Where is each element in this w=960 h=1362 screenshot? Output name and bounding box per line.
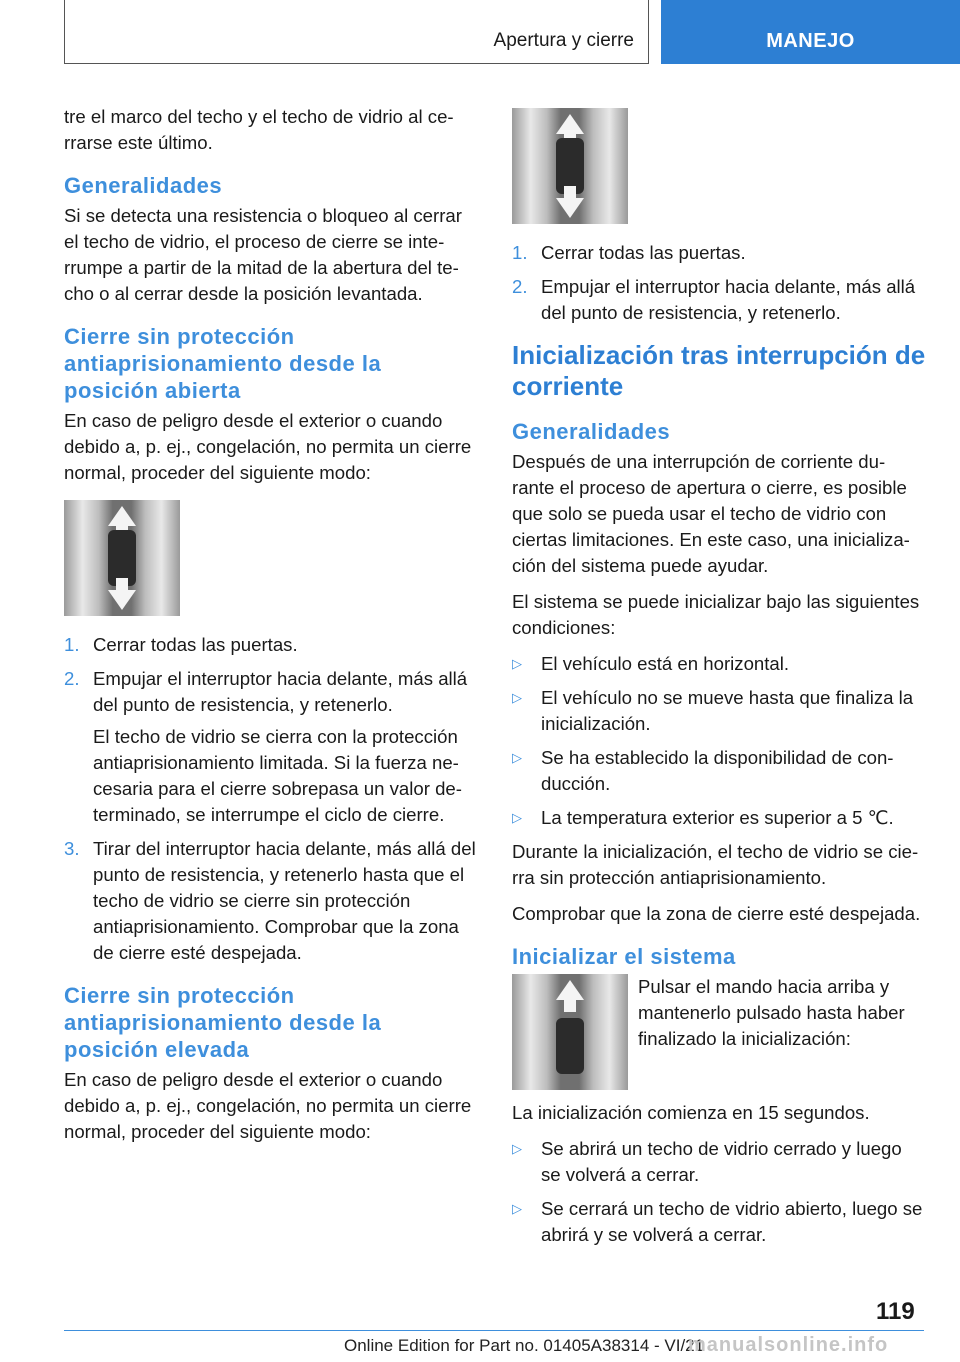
page-number: 119: [876, 1298, 915, 1325]
init-behavior-paragraph: Durante la inicialización, el techo de vidrio se cie-rra sin protección antiaprisionamiento.: [512, 841, 919, 888]
triangle-bullet-icon: ▷: [512, 1201, 522, 1216]
switch-image: [512, 108, 628, 224]
raised-steps-list: [512, 240, 926, 326]
init-paragraph: Después de una interrupción de corriente du-rante el proceso de apertura o cierre, es posible que solo se pueda usar el techo de vidrio con ciertas limitaciones. En este caso, una inicializa-ción del sistema puede ayudar.: [512, 451, 910, 576]
footer-divider: [64, 1330, 924, 1331]
check-zone-paragraph: Comprobar que la zona de cierre esté despejada.: [512, 903, 921, 924]
list-item: 1. Cerrar todas las puertas.: [512, 242, 746, 263]
conditions-list: [512, 651, 926, 831]
watermark: manualsonline.info: [688, 1334, 889, 1356]
heading-init-system: Inicializar el sistema: [512, 944, 736, 969]
raised-position-paragraph: En caso de peligro desde el exterior o cuando debido a, p. ej., congelación, no permita un cierre normal, proceder del siguiente modo:: [64, 1069, 472, 1142]
list-item: 2. Empujar el interruptor hacia delante, más allá del punto de resistencia, y retenerlo.: [512, 276, 916, 323]
heading-general: Generalidades: [512, 419, 671, 444]
chapter-tab: [661, 0, 960, 64]
right-column: [512, 104, 926, 1256]
list-item: 3. Tirar del interruptor hacia delante, más allá del punto de resistencia, y retenerlo hasta que el techo de vidrio se cierre sin protección antiaprisionamiento. Comprobar que la zona de cierre esté despejada.: [64, 838, 476, 963]
conditions-intro: El sistema se puede inicializar bajo las siguientes condiciones:: [512, 591, 920, 638]
triangle-bullet-icon: ▷: [512, 810, 522, 825]
results-list: [512, 1136, 926, 1248]
list-item: ▷ El vehículo está en horizontal.: [512, 651, 926, 677]
chapter-title: MANEJO: [766, 29, 855, 52]
triangle-bullet-icon: ▷: [512, 690, 522, 705]
heading-initialization: Inicialización tras interrupción de corriente: [512, 340, 926, 401]
section-title: Apertura y cierre: [493, 29, 634, 51]
list-item: 2. Empujar el interruptor hacia delante, más allá del punto de resistencia, y retenerlo. El techo de vidrio se cierra con la protección antiaprisionamiento limitada. Si la fuerza ne-cesaria para el cierre sobrepasa un valor de-terminado, se interrumpe el ciclo de cierre.: [64, 666, 478, 828]
intro-paragraph: tre el marco del techo y el techo de vidrio al ce-rrarse este último.: [64, 106, 454, 153]
init-system-paragraph: Pulsar el mando hacia arriba y mantenerlo pulsado hasta haber finalizado la inicialización:: [638, 976, 905, 1049]
triangle-bullet-icon: ▷: [512, 1141, 522, 1156]
arrow-up-icon: [556, 980, 584, 1000]
switch-image: [512, 974, 628, 1090]
left-column: [64, 104, 478, 1155]
section-tab: [64, 0, 649, 64]
triangle-bullet-icon: ▷: [512, 750, 522, 765]
list-item: ▷ Se cerrará un techo de vidrio abierto, luego se abrirá y se volverá a cerrar.: [512, 1198, 923, 1245]
footer-edition: Online Edition for Part no. 01405A38314 - VI/21: [344, 1336, 705, 1355]
arrow-down-icon: [556, 198, 584, 218]
switch-knob: [556, 1018, 584, 1074]
list-item: 1. Cerrar todas las puertas.: [64, 634, 298, 655]
open-position-paragraph: En caso de peligro desde el exterior o cuando debido a, p. ej., congelación, no permita un cierre normal, proceder del siguiente modo:: [64, 410, 472, 483]
heading-general: Generalidades: [64, 173, 223, 198]
list-item: ▷ La temperatura exterior es superior a 5 ℃.: [512, 805, 926, 831]
list-item: ▷ El vehículo no se mueve hasta que finaliza la inicialización.: [512, 687, 914, 734]
init-start-paragraph: La inicialización comienza en 15 segundos.: [512, 1102, 870, 1123]
heading-open-position: Cierre sin protección antiaprisionamiento desde la posición abierta: [64, 324, 382, 403]
list-item: ▷ Se abrirá un techo de vidrio cerrado y luego se volverá a cerrar.: [512, 1138, 902, 1185]
arrow-down-icon: [108, 590, 136, 610]
arrow-up-icon: [556, 114, 584, 134]
triangle-bullet-icon: ▷: [512, 656, 522, 671]
open-steps-list: [64, 632, 478, 966]
switch-image: [64, 500, 180, 616]
init-system-block: [512, 974, 926, 1090]
arrow-up-icon: [108, 506, 136, 526]
step-note: El techo de vidrio se cierra con la protección antiaprisionamiento limitada. Si la fuerza ne-cesaria para el cierre sobrepasa un valor de-terminado, se interrumpe el ciclo de cierre.: [93, 726, 462, 825]
general-paragraph: Si se detecta una resistencia o bloqueo al cerrar el techo de vidrio, el proceso de cierre se inte-rrumpe a partir de la mitad de la abertura del te-cho o al cerrar desde la posición levantada.: [64, 205, 462, 304]
list-item: ▷ Se ha establecido la disponibilidad de con-ducción.: [512, 747, 894, 794]
heading-raised-position: Cierre sin protección antiaprisionamiento desde la posición elevada: [64, 983, 382, 1062]
